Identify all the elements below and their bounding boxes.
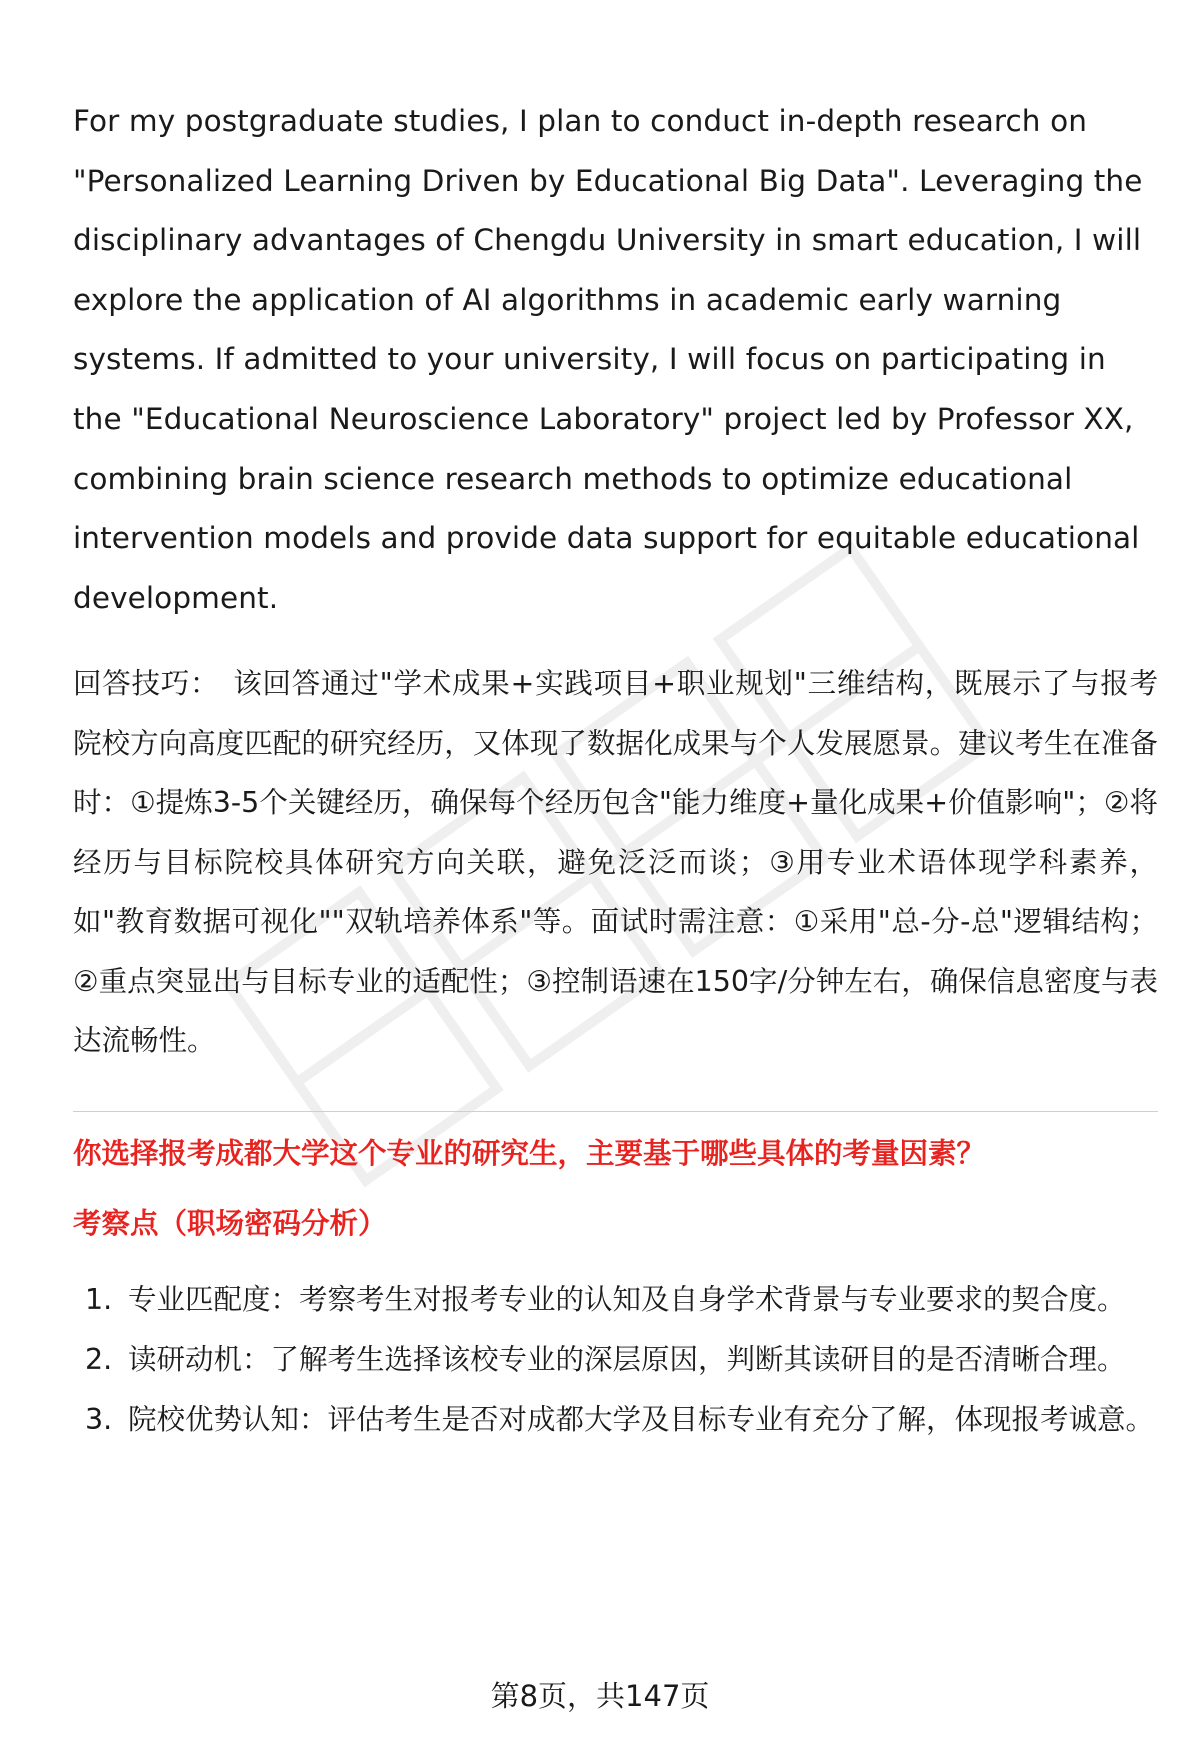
section-divider bbox=[73, 1111, 1158, 1112]
page-number-footer: 第8页，共147页 bbox=[490, 1679, 710, 1713]
list-item bbox=[73, 1270, 1158, 1330]
page-content bbox=[73, 92, 1158, 1450]
list-item bbox=[73, 1390, 1158, 1450]
answer-paragraph: For my postgraduate studies, I plan to conduct in-depth research on "Personalized Learning Driven by Educational Big Data". Leveraging the disciplinary advantages of Chengdu University in smart education, I will explore the application of AI algorithms in academic early warning systems. If admitted to your university, I will focus on participating in the "Educational Neuroscience Laboratory" project led by Professor XX, combining brain science research methods to optimize educational intervention models and provide data support for equitable educational development. bbox=[73, 104, 1143, 615]
list-item-number: 2. bbox=[85, 1342, 113, 1376]
interview-question: 你选择报考成都大学这个专业的研究生，主要基于哪些具体的考量因素？ bbox=[73, 1136, 986, 1170]
list-item-number: 3. bbox=[85, 1402, 113, 1436]
tips-text: 该回答通过"学术成果+实践项目+职业规划"三维结构，既展示了与报考院校方向高度匹配的研究经历，又体现了数据化成果与个人发展愿景。建议考生在准备时：①提炼3-5个关键经历，确保每个经历包含"能力维度+量化成果+价值影响"；②将经历与目标院校具体研究方向关联，避免泛泛而谈；③用专业术语体现学科素养，如"教育数据可视化""双轨培养体系"等。面试时需注意：①采用"总-分-总"逻辑结构；②重点突显出与目标专业的适配性；③控制语速在150字/分钟左右，确保信息密度与表达流畅性。 bbox=[73, 667, 1158, 1058]
assessment-points-title: 考察点（职场密码分析） bbox=[73, 1206, 387, 1240]
list-item-text: 院校优势认知：评估考生是否对成都大学及目标专业有充分了解，体现报考诚意。 bbox=[128, 1402, 1155, 1436]
list-item bbox=[73, 1330, 1158, 1390]
list-item-text: 读研动机：了解考生选择该校专业的深层原因，判断其读研目的是否清晰合理。 bbox=[128, 1342, 1126, 1376]
list-item-number: 1. bbox=[85, 1282, 113, 1316]
answer-tips-paragraph bbox=[73, 654, 1158, 1071]
tips-label: 回答技巧： bbox=[73, 667, 220, 701]
list-item-text: 专业匹配度：考察考生对报考专业的认知及自身学术背景与专业要求的契合度。 bbox=[128, 1282, 1126, 1316]
assessment-points-list bbox=[73, 1270, 1158, 1450]
